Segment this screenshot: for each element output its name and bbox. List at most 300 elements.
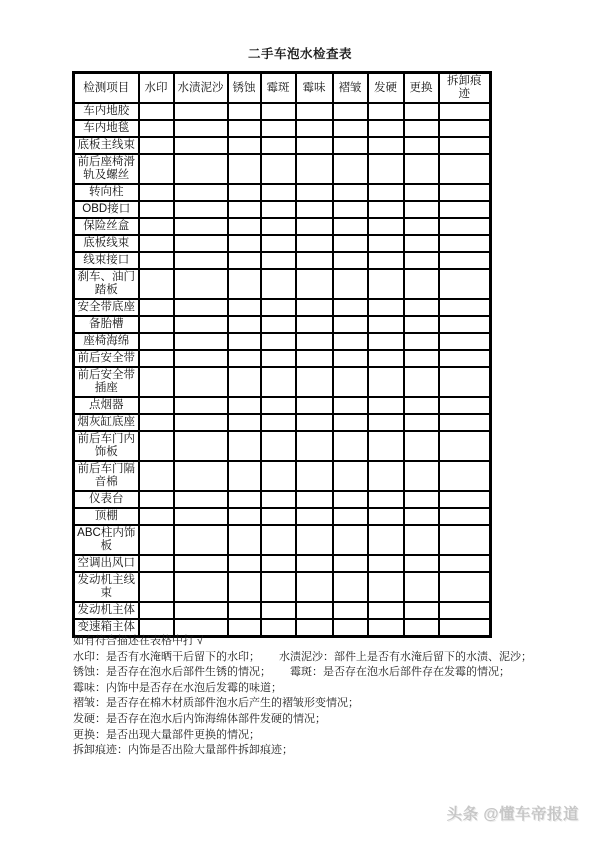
row-label: 车内地毯 (74, 120, 139, 137)
check-cell (261, 333, 296, 350)
check-cell (333, 235, 368, 252)
check-cell (368, 184, 404, 201)
table-row (74, 602, 491, 619)
check-cell (261, 299, 296, 316)
check-cell (228, 491, 261, 508)
check-cell (368, 235, 404, 252)
check-cell (333, 491, 368, 508)
header-row (74, 73, 491, 104)
check-cell (228, 461, 261, 491)
check-cell (261, 572, 296, 602)
check-cell (174, 397, 228, 414)
column-header: 检测项目 (74, 73, 139, 104)
note-segment: 发硬：是否存在泡水后内饰海绵体部件发硬的情况； (73, 712, 326, 725)
check-cell (228, 414, 261, 431)
check-cell (139, 154, 174, 184)
table-row (74, 572, 491, 602)
check-cell (261, 218, 296, 235)
check-cell (368, 201, 404, 218)
check-cell (404, 555, 439, 572)
table-row (74, 525, 491, 555)
check-cell (174, 555, 228, 572)
column-header: 锈蚀 (228, 73, 261, 104)
check-cell (439, 333, 491, 350)
check-cell (139, 299, 174, 316)
check-cell (139, 350, 174, 367)
check-cell (261, 525, 296, 555)
check-cell (333, 154, 368, 184)
check-cell (261, 184, 296, 201)
check-cell (174, 201, 228, 218)
check-cell (404, 367, 439, 397)
check-cell (228, 299, 261, 316)
check-cell (368, 120, 404, 137)
table-row (74, 555, 491, 572)
check-cell (368, 103, 404, 120)
check-cell (139, 397, 174, 414)
check-cell (404, 333, 439, 350)
check-cell (368, 333, 404, 350)
row-label: 变速箱主体 (74, 619, 139, 637)
check-cell (439, 235, 491, 252)
check-cell (439, 103, 491, 120)
check-cell (228, 120, 261, 137)
check-cell (404, 491, 439, 508)
check-cell (296, 431, 333, 461)
table-row (74, 333, 491, 350)
check-cell (139, 431, 174, 461)
check-cell (404, 218, 439, 235)
check-cell (439, 252, 491, 269)
table-row (74, 137, 491, 154)
column-header: 水渍泥沙 (174, 73, 228, 104)
check-cell (296, 218, 333, 235)
check-cell (296, 367, 333, 397)
check-cell (261, 137, 296, 154)
check-cell (139, 333, 174, 350)
check-cell (439, 414, 491, 431)
watermark-toutiao-dongchedi: 头条 @懂车帝报道 (446, 806, 579, 823)
row-label: 转向柱 (74, 184, 139, 201)
check-cell (368, 525, 404, 555)
check-cell (404, 431, 439, 461)
check-cell (174, 333, 228, 350)
check-cell (404, 184, 439, 201)
row-label: 顶棚 (74, 508, 139, 525)
row-label: OBD接口 (74, 201, 139, 218)
check-cell (174, 431, 228, 461)
table-row (74, 201, 491, 218)
check-cell (439, 508, 491, 525)
check-cell (368, 269, 404, 299)
row-label: 前后安全带 (74, 350, 139, 367)
check-cell (228, 103, 261, 120)
check-cell (228, 602, 261, 619)
check-cell (404, 572, 439, 602)
check-cell (296, 235, 333, 252)
check-cell (439, 602, 491, 619)
row-label: 发动机主体 (74, 602, 139, 619)
check-cell (139, 491, 174, 508)
check-cell (174, 461, 228, 491)
check-cell (404, 602, 439, 619)
check-cell (174, 218, 228, 235)
check-cell (139, 525, 174, 555)
check-cell (228, 508, 261, 525)
check-cell (404, 508, 439, 525)
check-cell (368, 602, 404, 619)
check-cell (333, 120, 368, 137)
check-cell (174, 602, 228, 619)
check-cell (296, 299, 333, 316)
table-row (74, 299, 491, 316)
check-cell (261, 269, 296, 299)
row-label: 车内地胶 (74, 103, 139, 120)
check-cell (439, 269, 491, 299)
row-label: 前后安全带插座 (74, 367, 139, 397)
check-cell (333, 316, 368, 333)
column-header: 霉味 (296, 73, 333, 104)
table-row (74, 350, 491, 367)
check-cell (261, 252, 296, 269)
table-body (74, 103, 491, 637)
table-row (74, 414, 491, 431)
check-cell (296, 269, 333, 299)
column-header: 更换 (404, 73, 439, 104)
check-cell (296, 103, 333, 120)
check-cell (296, 154, 333, 184)
note-segment: 水印：是否有水淹晒干后留下的水印； (73, 650, 260, 663)
table-row (74, 316, 491, 333)
table-row (74, 461, 491, 491)
check-cell (139, 508, 174, 525)
row-label: 安全带底座 (74, 299, 139, 316)
row-label: 线束接口 (74, 252, 139, 269)
row-label: ABC柱内饰板 (74, 525, 139, 555)
page-title: 二手车泡水检查表 (247, 47, 352, 61)
check-cell (333, 269, 368, 299)
note-definition-line (73, 650, 573, 666)
note-definition-line (73, 743, 573, 759)
check-cell (404, 269, 439, 299)
check-cell (333, 137, 368, 154)
check-cell (404, 414, 439, 431)
check-cell (439, 299, 491, 316)
check-cell (404, 350, 439, 367)
row-label: 底板线束 (74, 235, 139, 252)
check-cell (139, 218, 174, 235)
check-cell (296, 414, 333, 431)
check-cell (139, 555, 174, 572)
check-cell (174, 184, 228, 201)
check-cell (439, 201, 491, 218)
check-cell (333, 525, 368, 555)
row-label: 烟灰缸底座 (74, 414, 139, 431)
check-cell (261, 316, 296, 333)
check-cell (333, 555, 368, 572)
check-cell (228, 316, 261, 333)
table-row (74, 508, 491, 525)
check-cell (261, 461, 296, 491)
check-cell (439, 367, 491, 397)
note-segment: 褶皱：是否存在棉木材质部件泡水后产生的褶皱形变情况； (73, 697, 359, 710)
check-cell (261, 154, 296, 184)
check-cell (261, 201, 296, 218)
check-cell (174, 269, 228, 299)
note-segment: 拆卸痕迹：内饰是否出险大量部件拆卸痕迹； (73, 744, 293, 757)
note-segment: 锈蚀：是否存在泡水后部件生锈的情况； (73, 666, 271, 679)
check-cell (228, 525, 261, 555)
check-cell (261, 235, 296, 252)
table-row (74, 252, 491, 269)
check-cell (296, 137, 333, 154)
check-cell (296, 525, 333, 555)
check-cell (296, 252, 333, 269)
check-cell (139, 137, 174, 154)
check-cell (439, 154, 491, 184)
check-cell (439, 397, 491, 414)
check-cell (368, 252, 404, 269)
check-cell (333, 252, 368, 269)
table-row (74, 154, 491, 184)
check-cell (261, 491, 296, 508)
check-cell (228, 367, 261, 397)
table-row (74, 184, 491, 201)
check-cell (333, 414, 368, 431)
check-cell (261, 414, 296, 431)
check-cell (296, 184, 333, 201)
row-label: 备胎槽 (74, 316, 139, 333)
check-cell (333, 397, 368, 414)
check-cell (228, 431, 261, 461)
check-cell (228, 269, 261, 299)
check-cell (439, 316, 491, 333)
row-label: 座椅海绵 (74, 333, 139, 350)
check-cell (174, 367, 228, 397)
check-cell (261, 555, 296, 572)
check-cell (139, 252, 174, 269)
check-cell (139, 184, 174, 201)
check-cell (333, 461, 368, 491)
row-label: 点烟器 (74, 397, 139, 414)
check-cell (333, 201, 368, 218)
check-cell (296, 397, 333, 414)
check-cell (228, 555, 261, 572)
check-cell (296, 350, 333, 367)
check-cell (439, 525, 491, 555)
check-cell (174, 299, 228, 316)
check-cell (261, 120, 296, 137)
check-cell (404, 103, 439, 120)
check-cell (228, 252, 261, 269)
check-cell (333, 103, 368, 120)
check-cell (368, 218, 404, 235)
row-label: 保险丝盒 (74, 218, 139, 235)
check-cell (228, 137, 261, 154)
check-cell (439, 431, 491, 461)
check-cell (139, 201, 174, 218)
check-cell (404, 299, 439, 316)
check-cell (174, 252, 228, 269)
check-cell (228, 350, 261, 367)
check-cell (139, 414, 174, 431)
check-cell (296, 461, 333, 491)
check-cell (139, 103, 174, 120)
check-cell (439, 572, 491, 602)
row-label: 前后车门隔音棉 (74, 461, 139, 491)
check-cell (404, 252, 439, 269)
check-cell (333, 367, 368, 397)
check-cell (333, 218, 368, 235)
check-cell (368, 367, 404, 397)
check-cell (368, 154, 404, 184)
check-cell (404, 201, 439, 218)
check-cell (261, 602, 296, 619)
table-row (74, 269, 491, 299)
table-row (74, 103, 491, 120)
check-cell (228, 201, 261, 218)
check-cell (228, 218, 261, 235)
row-label: 前后车门内饰板 (74, 431, 139, 461)
check-cell (228, 235, 261, 252)
check-cell (368, 555, 404, 572)
row-label: 发动机主线束 (74, 572, 139, 602)
column-header: 水印 (139, 73, 174, 104)
check-cell (404, 137, 439, 154)
check-cell (174, 414, 228, 431)
check-cell (261, 431, 296, 461)
check-cell (368, 508, 404, 525)
check-cell (333, 602, 368, 619)
note-segment: 更换：是否出现大量部件更换的情况； (73, 728, 260, 741)
table-row (74, 218, 491, 235)
check-cell (439, 461, 491, 491)
note-definition-line (73, 681, 573, 697)
check-cell (404, 154, 439, 184)
check-cell (368, 461, 404, 491)
check-cell (296, 316, 333, 333)
table-row (74, 491, 491, 508)
check-cell (333, 299, 368, 316)
check-cell (368, 414, 404, 431)
table-header-row (74, 73, 491, 104)
check-cell (228, 154, 261, 184)
note-segment: 霉味：内饰中是否存在水泡后发霉的味道； (73, 681, 282, 694)
check-cell (404, 316, 439, 333)
notes-block (73, 634, 573, 759)
column-header: 拆卸痕迹 (439, 73, 491, 104)
table-row (74, 120, 491, 137)
check-cell (333, 431, 368, 461)
note-definition-line (73, 665, 573, 681)
check-cell (439, 137, 491, 154)
note-definition-line (73, 712, 573, 728)
check-cell (404, 397, 439, 414)
check-cell (174, 316, 228, 333)
check-cell (139, 235, 174, 252)
check-cell (368, 431, 404, 461)
check-cell (439, 184, 491, 201)
check-cell (174, 525, 228, 555)
check-cell (261, 367, 296, 397)
check-cell (296, 572, 333, 602)
check-cell (296, 602, 333, 619)
check-cell (296, 555, 333, 572)
check-cell (174, 137, 228, 154)
check-cell (368, 137, 404, 154)
check-cell (439, 218, 491, 235)
check-cell (139, 572, 174, 602)
check-cell (333, 508, 368, 525)
check-cell (261, 508, 296, 525)
check-cell (261, 103, 296, 120)
note-segment: 水渍泥沙：部件上是否有水淹后留下的水渍、泥沙； (279, 650, 532, 663)
row-label: 底板主线束 (74, 137, 139, 154)
check-cell (368, 397, 404, 414)
check-cell (174, 154, 228, 184)
check-cell (174, 572, 228, 602)
check-cell (174, 350, 228, 367)
check-cell (333, 350, 368, 367)
check-cell (228, 184, 261, 201)
check-cell (174, 508, 228, 525)
column-header: 霉斑 (261, 73, 296, 104)
table-row (74, 235, 491, 252)
check-cell (404, 120, 439, 137)
check-cell (174, 235, 228, 252)
check-instruction: 如有符合描述在表格中打 √ (73, 635, 204, 647)
check-cell (139, 120, 174, 137)
table-row (74, 431, 491, 461)
check-cell (439, 350, 491, 367)
note-definition-line (73, 696, 573, 712)
check-cell (174, 103, 228, 120)
table-row (74, 367, 491, 397)
check-cell (139, 461, 174, 491)
check-cell (139, 367, 174, 397)
note-segment: 霉斑：是否存在泡水后部件存在发霉的情况； (290, 666, 510, 679)
column-header: 褶皱 (333, 73, 368, 104)
check-cell (296, 508, 333, 525)
column-header: 发硬 (368, 73, 404, 104)
check-cell (228, 333, 261, 350)
check-cell (228, 572, 261, 602)
check-cell (296, 120, 333, 137)
check-cell (368, 316, 404, 333)
check-cell (368, 491, 404, 508)
check-cell (368, 299, 404, 316)
row-label: 空调出风口 (74, 555, 139, 572)
check-cell (139, 602, 174, 619)
row-label: 刹车、油门踏板 (74, 269, 139, 299)
row-label: 前后座椅滑轨及螺丝 (74, 154, 139, 184)
note-definition-line (73, 728, 573, 744)
check-cell (333, 184, 368, 201)
check-cell (174, 491, 228, 508)
check-cell (404, 235, 439, 252)
check-cell (139, 316, 174, 333)
check-cell (296, 333, 333, 350)
row-label: 仪表台 (74, 491, 139, 508)
check-cell (404, 525, 439, 555)
check-cell (296, 201, 333, 218)
check-cell (368, 572, 404, 602)
check-cell (439, 491, 491, 508)
check-cell (261, 350, 296, 367)
inspection-table (72, 71, 492, 638)
check-cell (228, 397, 261, 414)
check-cell (333, 333, 368, 350)
